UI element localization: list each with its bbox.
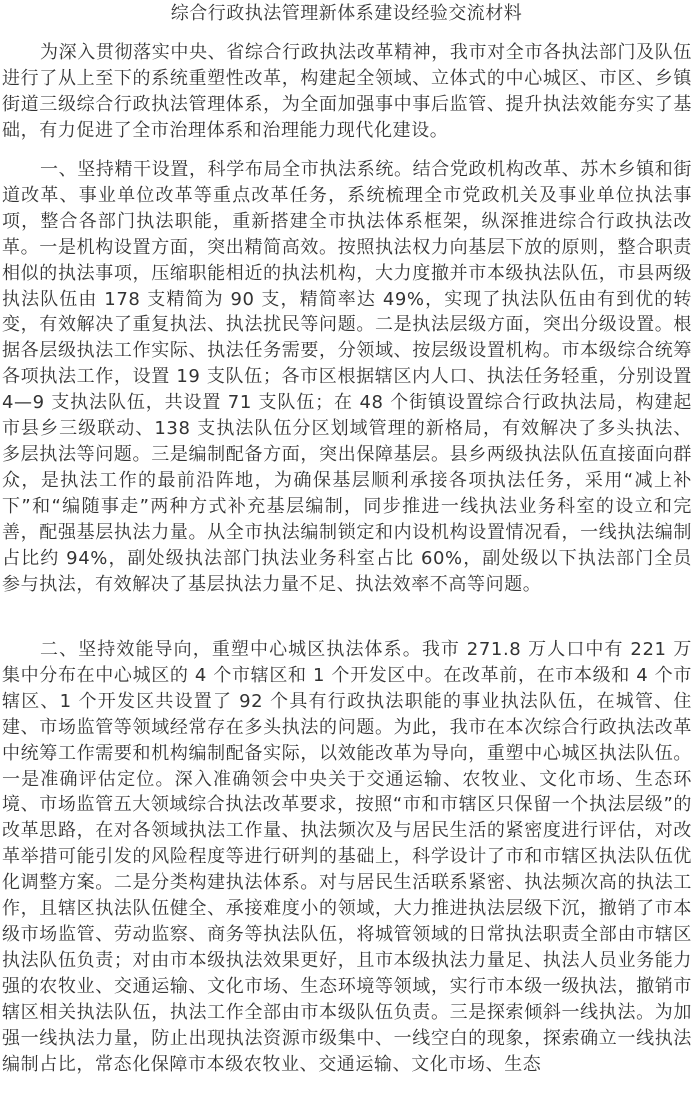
paragraph-intro: 为深入贯彻落实中央、省综合行政执法改革精神，我市对全市各执法部门及队伍进行了从上至下的系统重塑性改革，构建起全领域、立体式的中心城区、市区、乡镇街道三级综合行政执法管理体系，为全面加强事中事后监管、提升执法效能夯实了基础，有力促进了全市治理体系和治理能力现代化建设。 xyxy=(2,42,692,141)
document-title: 综合行政执法管理新体系建设经验交流材料 xyxy=(170,3,523,24)
paragraph-section-two: 二、坚持效能导向，重塑中心城区执法体系。我市 271.8 万人口中有 221 万集中分布在中心城区的 4 个市辖区和 1 个开发区中。在改革前，在市本级和 4 个市辖区、1 个开发区共设置了 92 个具有行政执法职能的事业执法队伍，在城管、住建、市场监管等领域经常存在多头执法的问题。为此，我市在本次综合行政执法改革中统筹工作需要和机构编制配备实际，以效能改革为导向，重塑中心城区执法队伍。一是准确评估定位。深入准确领会中央关于交通运输、农牧业、文化市场、生态环境、市场监管五大领域综合执法改革要求，按照“市和市辖区只保留一个执法层级”的改革思路，在对各领域执法工作量、执法频次及与居民生活的紧密度进行评估，对改革举措可能引发的风险程度等进行研判的基础上，科学设计了市和市辖区执法队伍优化调整方案。二是分类构建执法体系。对与居民生活联系紧密、执法频次高的执法工作，且辖区执法队伍健全、承接难度小的领域，大力推进执法层级下沉，撤销了市本级市场监管、劳动监察、商务等执法队伍，将城管领域的日常执法职责全部由市辖区执法队伍负责；对由市本级执法效果更好，且市本级执法力量足、执法人员业务能力强的农牧业、交通运输、文化市场、生态环境等领域，实行市本级一级执法，撤销市辖区相关执法队伍，执法工作全部由市本级队伍负责。三是探索倾斜一线执法。为加强一线执法力量，防止出现执法资源市级集中、一线空白的现象，探索确立一线执法编制占比，常态化保障市本级农牧业、交通运输、文化市场、生态 xyxy=(2,639,692,1075)
paragraph-section-one: 一、坚持精干设置，科学布局全市执法系统。结合党政机构改革、苏木乡镇和街道改革、事业单位改革等重点改革任务，系统梳理全市党政机关及事业单位执法事项，整合各部门执法职能，重新搭建全市执法体系框架，纵深推进综合行政执法改革。一是机构设置方面，突出精简高效。按照执法权力向基层下放的原则，整合职责相似的执法事项，压缩职能相近的执法机构，大力度撤并市本级执法队伍，市县两级执法队伍由 178 支精简为 90 支，精简率达 49%，实现了执法队伍由有到优的转变，有效解决了重复执法、执法扰民等问题。二是执法层级方面，突出分级设置。根据各层级执法工作实际、执法任务需要，分领域、按层级设置机构。市本级综合统筹各项执法工作，设置 19 支队伍；各市区根据辖区内人口、执法任务轻重，分别设置 4—9 支执法队伍，共设置 71 支队伍；在 48 个街镇设置综合行政执法局，构建起市县乡三级联动、138 支执法队伍分区划域管理的新格局，有效解决了多头执法、多层执法等问题。三是编制配备方面，突出保障基层。县乡两级执法队伍直接面向群众，是执法工作的最前沿阵地，为确保基层顺利承接各项执法任务，采用“减上补下”和“编随事走”两种方式补充基层编制，同步推进一线执法业务科室的设立和完善，配强基层执法力量。从全市执法编制锁定和内设机构设置情况看，一线执法编制占比约 94%，副处级执法部门执法业务科室占比 60%，副处级以下执法部门全员参与执法，有效解决了基层执法力量不足、执法效率不高等问题。 xyxy=(2,159,692,595)
